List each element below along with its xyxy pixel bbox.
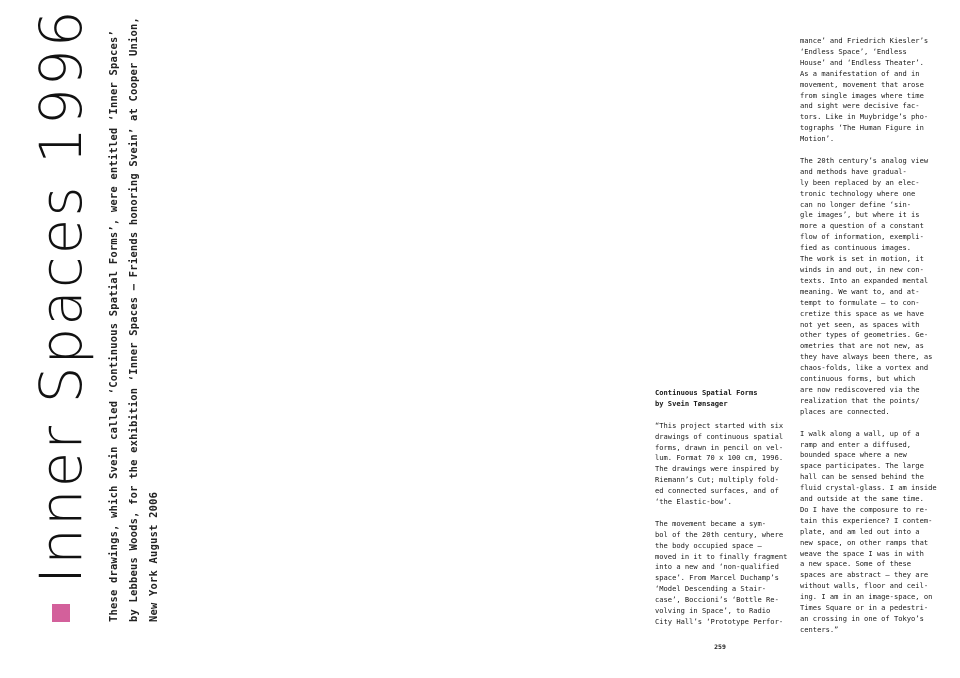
subtitle-line-2: by Lebbeus Woods, for the exhibition ‘Inner Spaces – Friends honoring Svein’ at Cooper Union, bbox=[128, 16, 140, 622]
pink-square-bullet bbox=[52, 604, 70, 622]
article-paragraph: “This project started with six drawings of continuous spatial forms, drawn in pencil on vel- lum. Format 70 x 100 cm, 1996. The drawings were inspired by Riemann’s Cut; multiply fold- ed connected surfaces, and of ‘the Elastic-bow’. bbox=[655, 420, 784, 507]
article-column-right bbox=[800, 36, 950, 647]
article-paragraph: The 20th century’s analog view and methods have gradual- ly been replaced by an elec- tronic technology where one can no longer define ‘sin- gle images’, but where it is more a question of a constant flow of information, exempli- fied as continuous images. bbox=[800, 155, 929, 253]
article-paragraph: The work is set in motion, it winds in and out, in new con- texts. Into an expanded mental meaning. We want to, and at- tempt to formulate – to con- cretize this space as we have not yet seen, as spaces with other types of geometries. Ge- ometries that are not new, as they have always been there, as chaos-folds, like a vortex and continuous forms, but which are now rediscovered via the realization that the points/ places are connected. bbox=[800, 254, 933, 416]
subtitle-line-3: New York August 2006 bbox=[148, 491, 160, 622]
article-paragraph: The movement became a sym- bol of the 20th century, where the body occupied space – moved in it to finally fragment into a new and ‘non-qualified space’. From Marcel Duchamp’s ‘Model Descending a Stair- case’, Boccioni’s ‘Bottle Re- volving in Space’, to Radio City Hall’s ‘Prototype Perfor- bbox=[655, 518, 788, 626]
article-paragraph: mance’ and Friedrich Kiesler’s ‘Endless Space’, ‘Endless House’ and ‘Endless Theater’. As a manifestation of and in movement, movement that arose from single images where time and sight were decisive fac- tors. Like in Muybridge’s pho- tographs ‘The Human Figure in Motion’. bbox=[800, 36, 929, 144]
page-title: Inner Spaces 1996 bbox=[27, 8, 95, 584]
page-number: 259 bbox=[714, 643, 726, 651]
article-column-left bbox=[655, 388, 805, 639]
article-paragraph: I walk along a wall, up of a ramp and enter a diffused, bounded space where a new space participates. The large hall can be sensed behind the fluid crystal-glass. I am inside and outside at the same time. Do I have the composure to re- tain this experience? I contem- plate, and am led out into a new space, on other ramps that weave the space I was in with a new space. Some of these spaces are abstract – they are without walls, floor and ceil- ing. I am in an image-space, on Times Square or in a pedestri- an crossing in one of Tokyo’s centers.” bbox=[800, 428, 937, 634]
subtitle-line-1: These drawings, which Svein called ‘Continuous Spatial Forms’, were entitled ‘Inner Spaces’ bbox=[108, 29, 120, 622]
article-heading: Continuous Spatial Forms by Svein Tønsager bbox=[655, 388, 758, 408]
title-group bbox=[27, 8, 95, 622]
